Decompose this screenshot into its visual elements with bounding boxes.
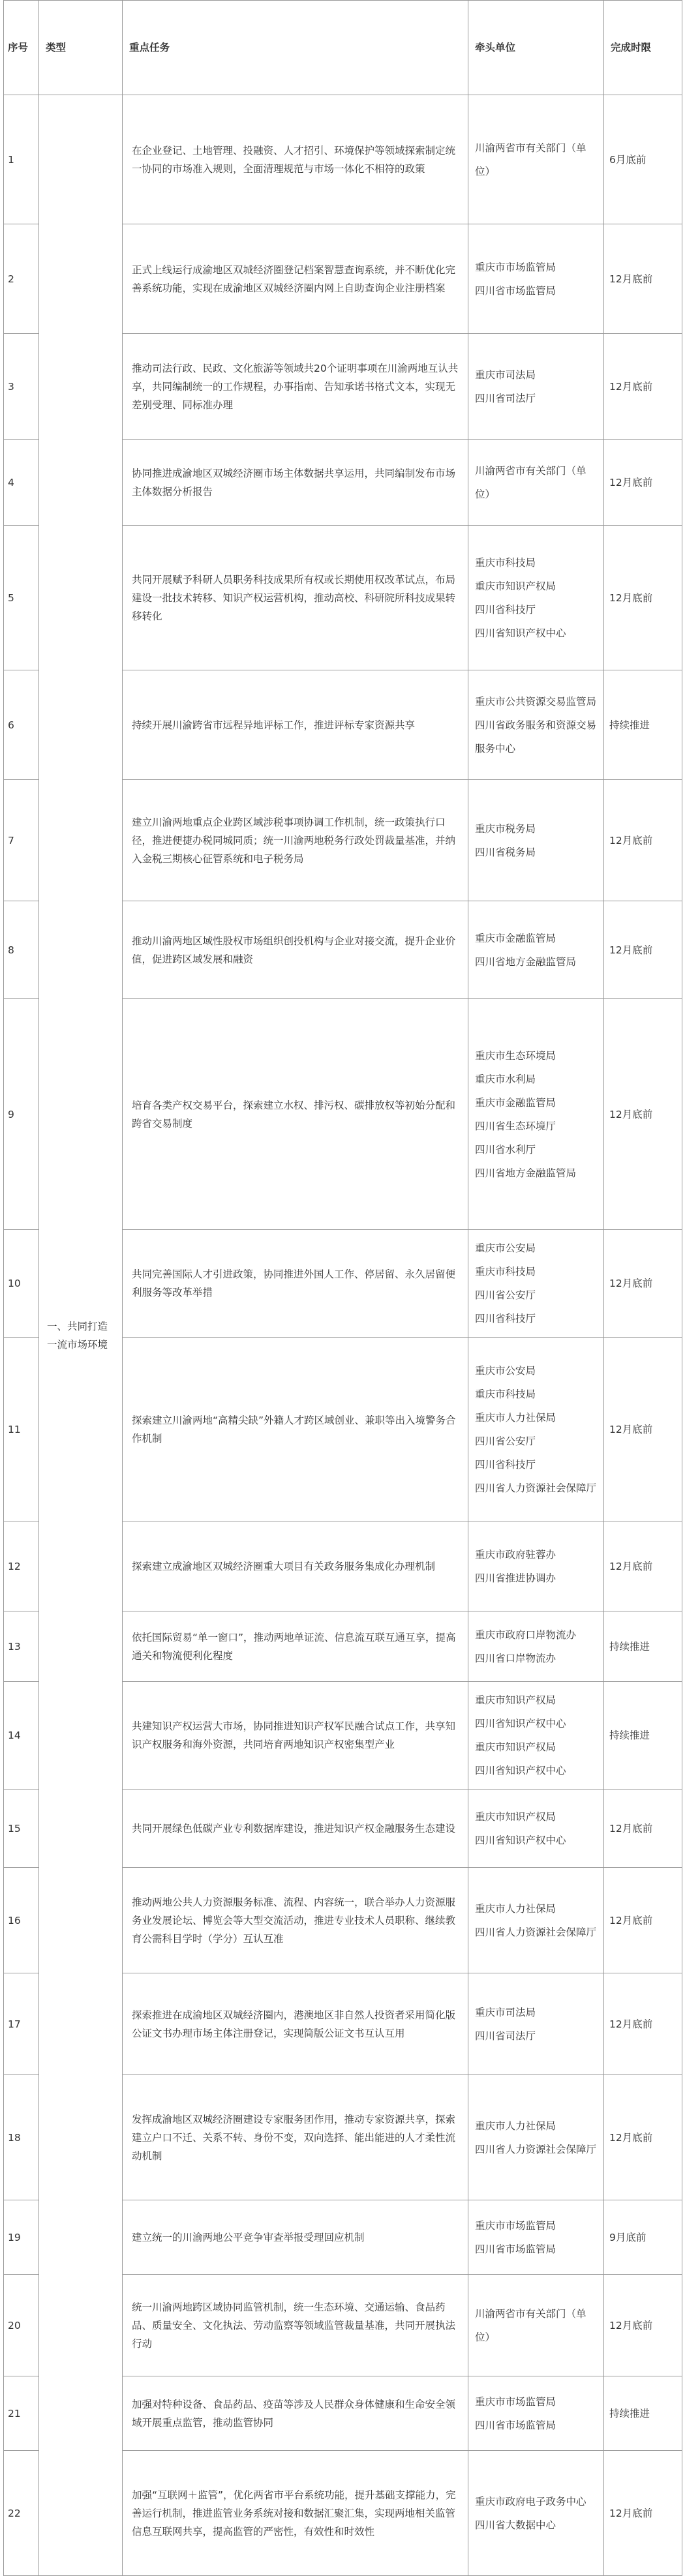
deadline: 12月底前 (604, 526, 682, 670)
lead-unit: 重庆市政府驻蓉办 (475, 1548, 556, 1561)
row-index: 20 (4, 2275, 39, 2376)
task-description: 共同开展绿色低碳产业专利数据库建设，推进知识产权金融服务生态建设 (123, 1790, 468, 1868)
task-description: 持续开展川渝跨省市远程异地评标工作，推进评标专家资源共享 (123, 670, 468, 780)
deadline: 12月底前 (604, 901, 682, 999)
row-index: 9 (4, 999, 39, 1230)
lead-units-cell (468, 334, 604, 440)
row-index: 22 (4, 2451, 39, 2576)
row-index: 21 (4, 2376, 39, 2451)
task-description: 探索建立川渝两地“高精尖缺”外籍人才跨区域创业、兼职等出入境警务合作机制 (123, 1338, 468, 1521)
deadline: 12月底前 (604, 334, 682, 440)
deadline: 12月底前 (604, 1230, 682, 1338)
header-lead-unit: 牵头单位 (468, 1, 604, 95)
lead-unit: 四川省生态环境厅 (475, 1120, 556, 1132)
deadline: 12月底前 (604, 1868, 682, 1973)
lead-unit: 四川省人力资源社会保障厅 (475, 2143, 597, 2155)
row-index: 12 (4, 1521, 39, 1611)
lead-unit: 四川省科技厅 (475, 1313, 536, 1325)
deadline: 6月底前 (604, 95, 682, 224)
row-index: 16 (4, 1868, 39, 1973)
deadline: 12月底前 (604, 1790, 682, 1868)
lead-units-cell (468, 1611, 604, 1682)
task-description: 共同开展赋予科研人员职务科技成果所有权或长期使用权改革试点，布局建设一批技术转移、知识产权运营机构，推动高校、科研院所科技成果转移转化 (123, 526, 468, 670)
lead-unit: 四川省地方金融监管局 (475, 955, 577, 968)
header-index: 序号 (4, 1, 39, 95)
lead-unit: 重庆市知识产权局 (475, 1741, 556, 1753)
lead-unit: 重庆市人力社保局 (475, 2119, 556, 2132)
deadline: 12月底前 (604, 1973, 682, 2075)
deadline: 持续推进 (604, 670, 682, 780)
deadline: 12月底前 (604, 999, 682, 1230)
deadline: 12月底前 (604, 2275, 682, 2376)
row-index: 19 (4, 2200, 39, 2275)
lead-unit: 川渝两省市有关部门（单位） (475, 2307, 586, 2343)
lead-unit: 重庆市税务局 (475, 822, 536, 835)
task-description: 推动司法行政、民政、文化旅游等领域共20个证明事项在川渝两地互认共享，共同编制统一的工作规程，办事指南、告知承诺书格式文本，实现无差别受理、同标准办理 (123, 334, 468, 440)
lead-unit: 四川省大数据中心 (475, 2519, 556, 2531)
lead-units-cell (468, 2376, 604, 2451)
row-index: 10 (4, 1230, 39, 1338)
lead-unit: 重庆市知识产权局 (475, 580, 556, 592)
row-index: 6 (4, 670, 39, 780)
task-description: 探索推进在成渝地区双城经济圈内，港澳地区非自然人投资者采用简化版公证文书办理市场主体注册登记，实现简版公证文书互认互用 (123, 1973, 468, 2075)
lead-unit: 四川省政务服务和资源交易服务中心 (475, 719, 597, 755)
lead-unit: 四川省知识产权中心 (475, 1834, 566, 1846)
table-row (4, 95, 682, 224)
lead-unit: 重庆市司法局 (475, 2006, 536, 2018)
lead-units-cell (468, 780, 604, 901)
deadline: 持续推进 (604, 2376, 682, 2451)
lead-unit: 四川省司法厅 (475, 392, 536, 404)
key-tasks-table (3, 0, 682, 2576)
task-description: 统一川渝两地跨区域协同监管机制，统一生态环境、交通运输、食品药品、质量安全、文化执法、劳动监察等领域监管裁量基准，共同开展执法行动 (123, 2275, 468, 2376)
lead-unit: 重庆市科技局 (475, 1388, 536, 1400)
task-description: 建立川渝两地重点企业跨区域涉税事项协调工作机制，统一政策执行口径，推进便捷办税同城同质；统一川渝两地税务行政处罚裁量基准，并纳入金税三期核心征管系统和电子税务局 (123, 780, 468, 901)
lead-unit: 重庆市人力社保局 (475, 1411, 556, 1424)
lead-unit: 重庆市市场监管局 (475, 261, 556, 273)
lead-unit: 重庆市公安局 (475, 1364, 536, 1377)
lead-unit: 四川省公安厅 (475, 1435, 536, 1447)
task-description: 共建知识产权运营大市场，协同推进知识产权军民融合试点工作，共享知识产权服务和海外资源，共同培育两地知识产权密集型产业 (123, 1682, 468, 1790)
lead-unit: 重庆市科技局 (475, 1266, 536, 1278)
lead-unit: 重庆市知识产权局 (475, 1810, 556, 1823)
task-description: 协同推进成渝地区双城经济圈市场主体数据共享运用，共同编制发布市场主体数据分析报告 (123, 440, 468, 526)
row-index: 14 (4, 1682, 39, 1790)
row-index: 15 (4, 1790, 39, 1868)
lead-units-cell (468, 95, 604, 224)
lead-unit: 重庆市政府口岸物流办 (475, 1628, 577, 1641)
lead-unit: 川渝两省市有关部门（单位） (475, 142, 586, 177)
lead-units-cell (468, 1973, 604, 2075)
deadline: 9月底前 (604, 2200, 682, 2275)
task-description: 建立统一的川渝两地公平竞争审查举报受理回应机制 (123, 2200, 468, 2275)
lead-unit: 四川省地方金融监管局 (475, 1167, 577, 1179)
lead-units-cell (468, 1790, 604, 1868)
deadline: 12月底前 (604, 224, 682, 334)
lead-unit: 四川省科技厅 (475, 603, 536, 616)
task-description: 依托国际贸易“单一窗口”，推动两地单证流、信息流互联互通互享，提高通关和物流便利化程度 (123, 1611, 468, 1682)
lead-unit: 四川省司法厅 (475, 2029, 536, 2042)
lead-unit: 重庆市公共资源交易监管局 (475, 695, 597, 708)
row-index: 8 (4, 901, 39, 999)
lead-units-cell (468, 224, 604, 334)
task-description: 培育各类产权交易平台，探索建立水权、排污权、碳排放权等初始分配和跨省交易制度 (123, 999, 468, 1230)
lead-unit: 重庆市水利局 (475, 1073, 536, 1085)
lead-unit: 重庆市市场监管局 (475, 2395, 556, 2408)
lead-unit: 四川省人力资源社会保障厅 (475, 1482, 597, 1494)
lead-unit: 重庆市金融监管局 (475, 932, 556, 944)
lead-unit: 重庆市科技局 (475, 556, 536, 569)
lead-unit: 重庆市生态环境局 (475, 1049, 556, 1062)
lead-units-cell (468, 2075, 604, 2200)
deadline: 12月底前 (604, 1521, 682, 1611)
task-description: 推动川渝两地区域性股权市场组织创投机构与企业对接交流，提升企业价值，促进跨区域发展和融资 (123, 901, 468, 999)
lead-units-cell (468, 2275, 604, 2376)
lead-unit: 四川省公安厅 (475, 1289, 536, 1301)
task-description: 正式上线运行成渝地区双城经济圈登记档案智慧查询系统，并不断优化完善系统功能，实现在成渝地区双城经济圈内网上自助查询企业注册档案 (123, 224, 468, 334)
lead-unit: 四川省知识产权中心 (475, 627, 566, 639)
category-cell: 一、共同打造一流市场环境 (39, 95, 123, 2576)
lead-units-cell (468, 2451, 604, 2576)
lead-unit: 四川省科技厅 (475, 1458, 536, 1471)
row-index: 13 (4, 1611, 39, 1682)
lead-unit: 重庆市司法局 (475, 368, 536, 381)
deadline: 12月底前 (604, 2451, 682, 2576)
lead-unit: 四川省市场监管局 (475, 2243, 556, 2255)
deadline: 12月底前 (604, 1338, 682, 1521)
lead-units-cell (468, 1521, 604, 1611)
task-description: 发挥成渝地区双城经济圈建设专家服务团作用，推动专家资源共享，探索建立户口不迁、关系不转、身份不变，双向选择、能出能进的人才柔性流动机制 (123, 2075, 468, 2200)
task-description: 加强“互联网＋监管”，优化两省市平台系统功能，提升基础支撑能力，完善运行机制，推进监管业务系统对接和数据汇聚汇集，实现两地相关监管信息互联网共享，提高监管的严密性，有效性和时效性 (123, 2451, 468, 2576)
task-description: 在企业登记、土地管理、投融资、人才招引、环境保护等领域探索制定统一协同的市场准入规则，全面清理规范与市场一体化不相符的政策 (123, 95, 468, 224)
lead-unit: 四川省知识产权中心 (475, 1765, 566, 1776)
header-category: 类型 (39, 1, 123, 95)
lead-units-cell (468, 440, 604, 526)
lead-unit: 四川省人力资源社会保障厅 (475, 1926, 597, 1938)
lead-units-cell (468, 2200, 604, 2275)
lead-unit: 四川省市场监管局 (475, 284, 556, 297)
task-description: 共同完善国际人才引进政策，协同推进外国人工作、停居留、永久居留便利服务等改革举措 (123, 1230, 468, 1338)
deadline: 持续推进 (604, 1611, 682, 1682)
task-description: 探索建立成渝地区双城经济圈重大项目有关政务服务集成化办理机制 (123, 1521, 468, 1611)
lead-unit: 四川省知识产权中心 (475, 1718, 566, 1730)
lead-units-cell (468, 901, 604, 999)
row-index: 5 (4, 526, 39, 670)
row-index: 18 (4, 2075, 39, 2200)
row-index: 2 (4, 224, 39, 334)
lead-units-cell (468, 1338, 604, 1521)
lead-unit: 重庆市公安局 (475, 1242, 536, 1254)
task-description: 加强对特种设备、食品药品、疫苗等涉及人民群众身体健康和生命安全领域开展重点监管，推动监管协同 (123, 2376, 468, 2451)
lead-unit: 四川省市场监管局 (475, 2419, 556, 2431)
lead-units-cell (468, 1230, 604, 1338)
lead-unit: 重庆市政府电子政务中心 (475, 2495, 586, 2508)
lead-units-cell (468, 999, 604, 1230)
row-index: 7 (4, 780, 39, 901)
lead-unit: 重庆市市场监管局 (475, 2219, 556, 2232)
lead-unit: 四川省推进协调办 (475, 1572, 556, 1584)
table-header-row (4, 1, 682, 95)
deadline: 12月底前 (604, 2075, 682, 2200)
lead-units-cell (468, 670, 604, 780)
deadline: 持续推进 (604, 1682, 682, 1790)
lead-units-cell (468, 526, 604, 670)
row-index: 4 (4, 440, 39, 526)
lead-units-cell (468, 1868, 604, 1973)
lead-unit: 四川省水利厅 (475, 1143, 536, 1156)
header-deadline: 完成时限 (604, 1, 682, 95)
deadline: 12月底前 (604, 780, 682, 901)
lead-unit: 重庆市知识产权局 (475, 1694, 556, 1706)
row-index: 17 (4, 1973, 39, 2075)
row-index: 11 (4, 1338, 39, 1521)
lead-unit: 重庆市金融监管局 (475, 1096, 556, 1109)
row-index: 3 (4, 334, 39, 440)
lead-unit: 四川省税务局 (475, 846, 536, 858)
lead-unit: 四川省口岸物流办 (475, 1652, 556, 1664)
task-description: 推动两地公共人力资源服务标准、流程、内容统一，联合举办人力资源服务业发展论坛、博览会等大型交流活动，推进专业技术人员职称、继续教育公需科目学时（学分）互认互准 (123, 1868, 468, 1973)
lead-units-cell (468, 1682, 604, 1790)
deadline: 12月底前 (604, 440, 682, 526)
lead-unit: 川渝两省市有关部门（单位） (475, 464, 586, 500)
row-index: 1 (4, 95, 39, 224)
header-task: 重点任务 (123, 1, 468, 95)
lead-unit: 重庆市人力社保局 (475, 1902, 556, 1915)
